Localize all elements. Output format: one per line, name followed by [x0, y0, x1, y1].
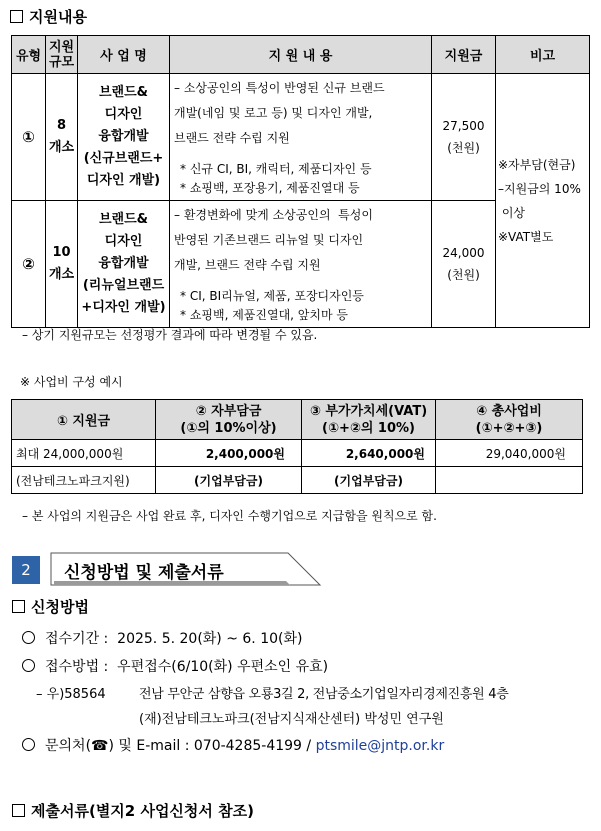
- col-header-remark: 비고: [496, 36, 590, 74]
- table-row: [12, 467, 583, 494]
- row-remark: ※자부담(현금) –지원금의 10% 이상 ※VAT별도: [496, 74, 590, 328]
- circle-bullet-icon: [22, 659, 35, 672]
- cost-col-self: ② 자부담금 (①의 10%이상): [156, 400, 302, 440]
- cost-col-support: ① 지원금: [12, 400, 156, 440]
- row-bullet: * CI, BI리뉴얼, 제품, 포장디자인등: [180, 289, 364, 303]
- cost-example-label: ※ 사업비 구성 예시: [20, 375, 123, 389]
- row-name: 브랜드& 디자인 융합개발 (리뉴얼브랜드 +디자인 개발): [78, 201, 170, 328]
- note-scale: – 상기 지원규모는 선정평가 결과에 따라 변경될 수 있음.: [22, 328, 318, 342]
- cost-example-table: [11, 399, 583, 494]
- cost-cell: 2,640,000원: [302, 440, 436, 467]
- section-support-title: 지원내용: [10, 6, 87, 27]
- row-bullet: * 쇼핑백, 제품진열대, 앞치마 등: [180, 308, 348, 322]
- cost-cell: (기업부담금): [302, 467, 436, 494]
- col-header-amount: 지원금: [432, 36, 496, 74]
- circle-bullet-icon: [22, 631, 35, 644]
- cost-cell: (전남테크노파크지원): [12, 467, 156, 494]
- note-payment: – 본 사업의 지원금은 사업 완료 후, 디자인 수행기업으로 지급함을 원칙으로 함.: [22, 509, 437, 523]
- apply-method: 접수방법 : 우편접수(6/10(화) 우편소인 유효): [22, 656, 328, 676]
- checkbox-icon: [12, 600, 25, 613]
- cost-cell: (기업부담금): [156, 467, 302, 494]
- cost-cell: 29,040,000원: [436, 440, 583, 467]
- row-bullet: * 신규 CI, BI, 캐릭터, 제품디자인 등: [180, 162, 372, 176]
- apply-title: 신청방법: [12, 596, 89, 617]
- col-header-content: 지 원 내 용: [170, 36, 432, 74]
- apply-address-line2: (재)전남테크노파크(전남지식재산센터) 박성민 연구원: [139, 712, 444, 727]
- apply-period: 접수기간 : 2025. 5. 20(화) ~ 6. 10(화): [22, 628, 302, 648]
- col-header-type: 유형: [12, 36, 46, 74]
- col-header-name: 사 업 명: [78, 36, 170, 74]
- documents-title: 제출서류(별지2 사업신청서 참조): [12, 800, 254, 821]
- row-type: ①: [12, 74, 46, 201]
- row-amount: 24,000 (천원): [432, 201, 496, 328]
- cost-col-vat: ③ 부가가치세(VAT) (①+②의 10%): [302, 400, 436, 440]
- checkbox-icon: [10, 10, 23, 23]
- table-row: [12, 440, 583, 467]
- row-content: – 환경변화에 맞게 소상공인의 특성이 반영된 기존브랜드 리뉴얼 및 디자인 개발, 브랜드 전략 수립 지원 * CI, BI리뉴얼, 제품, 포장디자인등 * 쇼핑백, 제품진열대, 앞치마 등: [170, 201, 432, 328]
- row-scale: 10 개소: [46, 201, 78, 328]
- cost-cell: 최대 24,000,000원: [12, 440, 156, 467]
- col-header-scale: 지원 규모: [46, 36, 78, 74]
- apply-contact: 문의처(☎) 및 E-mail : 070-4285-4199 / ptsmile@jntp.or.kr: [22, 735, 444, 755]
- row-name: 브랜드& 디자인 융합개발 (신규브랜드+ 디자인 개발): [78, 74, 170, 201]
- apply-address: – 우)58564: [36, 687, 106, 702]
- email-link[interactable]: ptsmile@jntp.or.kr: [315, 738, 445, 754]
- apply-address-line1: 전남 무안군 삼향읍 오룡3길 2, 전남중소기업일자리경제진흥원 4층: [139, 687, 509, 702]
- row-bullet: * 쇼핑백, 포장용기, 제품진열대 등: [180, 181, 360, 195]
- row-content: – 소상공인의 특성이 반영된 신규 브랜드 개발(네임 및 로고 등) 및 디자인 개발, 브랜드 전략 수립 지원 * 신규 CI, BI, 캐릭터, 제품디자인 등 * 쇼핑백, 포장용기, 제품진열대 등: [170, 74, 432, 201]
- section-number-badge: 2: [12, 556, 40, 584]
- checkbox-icon: [12, 804, 25, 817]
- row-type: ②: [12, 201, 46, 328]
- section2-title: 신청방법 및 제출서류: [64, 563, 224, 583]
- row-amount: 27,500 (천원): [432, 74, 496, 201]
- table-row: [12, 74, 590, 201]
- cost-col-total: ④ 총사업비 (①+②+③): [436, 400, 583, 440]
- row-scale: 8 개소: [46, 74, 78, 201]
- cost-cell: 2,400,000원: [156, 440, 302, 467]
- support-table: [11, 35, 590, 328]
- circle-bullet-icon: [22, 738, 35, 751]
- cost-cell: [436, 467, 583, 494]
